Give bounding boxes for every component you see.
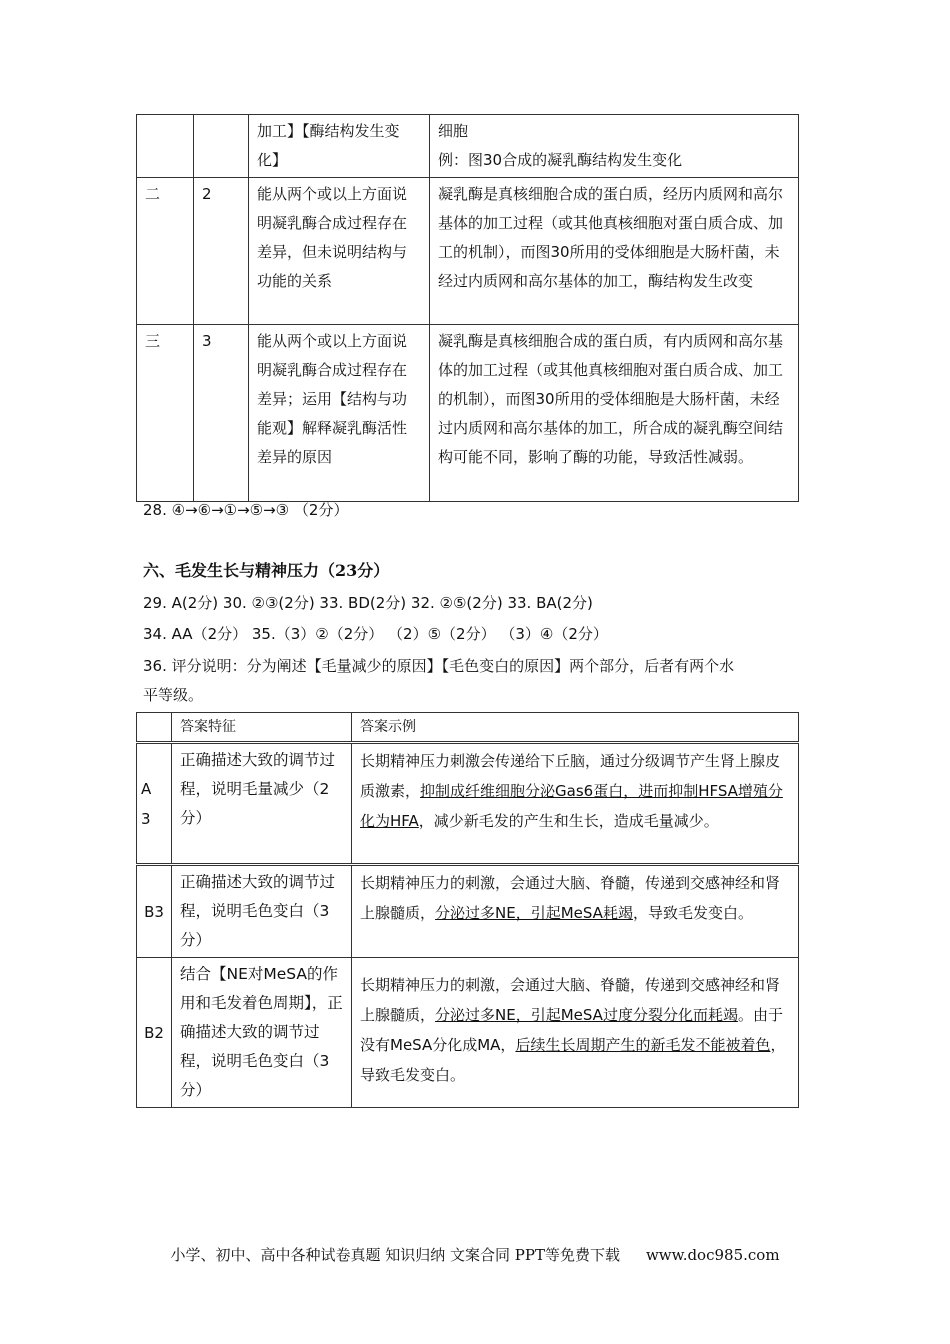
table-row (137, 958, 799, 1108)
table-header-example: 答案示例 (352, 713, 799, 743)
example-text: ，导致毛发变白。 (360, 1036, 786, 1084)
table-header-row (137, 713, 799, 743)
grading-table-27 (136, 114, 799, 502)
footer-text: 小学、初中、高中各种试卷真题 知识归纳 文案合同 PPT等免费下载 (170, 1246, 620, 1264)
feature-cell: 正确描述大致的调节过程，说明毛量减少（2分） (172, 743, 352, 865)
key-point: 分泌过多NE，引起MeSA过度分裂分化而耗竭 (435, 1006, 738, 1024)
grade-cell: B2 (137, 958, 172, 1108)
page-footer (0, 1244, 950, 1265)
answer-36-instructions-cont: 平等级。 (143, 686, 204, 704)
table-cell (430, 115, 799, 178)
example-text: ，减少新毛发的产生和生长，造成毛量减少。 (418, 812, 719, 830)
key-point: 分泌过多NE，引起MeSA耗竭 (435, 904, 633, 922)
example-text: ，导致毛发变白。 (632, 904, 753, 922)
table-cell: 加工】【酶结构发生变化】 (249, 115, 430, 178)
answers-29-33: 29. A(2分) 30. ②③(2分) 33. BD(2分) 32. ②⑤(2分) 33. BA(2分) (143, 594, 593, 612)
example-cell (352, 958, 799, 1108)
table-cell: 能从两个或以上方面说明凝乳酶合成过程存在差异；运用【结构与功能观】解释凝乳酶活性差异的原因 (249, 325, 430, 502)
answer-28: 28. ④→⑥→①→⑤→③ （2分） (143, 501, 349, 519)
table-row (137, 325, 799, 502)
example-cell (352, 865, 799, 958)
footer-site-link[interactable]: www.doc985.com (645, 1246, 780, 1264)
table-row (137, 743, 799, 865)
cell-line: 例：图30合成的凝乳酶结构发生变化 (438, 151, 683, 169)
table-row (137, 115, 799, 178)
table-cell: 凝乳酶是真核细胞合成的蛋白质，经历内质网和高尔基体的加工过程（或其他真核细胞对蛋白质合成、加工的机制），而图30所用的受体细胞是大肠杆菌，未经过内质网和高尔基体的加工，酶结构发生改变 (430, 178, 799, 325)
table-cell: 能从两个或以上方面说明凝乳酶合成过程存在差异，但未说明结构与功能的关系 (249, 178, 430, 325)
example-text: 长期精神压力的刺激，会通过大脑、脊髓，传递到交感神经和肾上腺髓质， (360, 874, 781, 922)
table-cell: 二 (137, 178, 194, 325)
example-cell (352, 743, 799, 865)
feature-cell: 正确描述大致的调节过程，说明毛色变白（3分） (172, 865, 352, 958)
table-cell: 三 (137, 325, 194, 502)
example-text: 。由于没有MeSA分化成MA， (360, 1006, 783, 1054)
table-row (137, 865, 799, 958)
table-header-feature: 答案特征 (172, 713, 352, 743)
cell-line: 细胞 (438, 122, 469, 140)
table-cell: 2 (194, 178, 249, 325)
table-cell (137, 713, 172, 743)
table-cell: 3 (194, 325, 249, 502)
grading-table-36 (136, 712, 799, 1108)
answer-36-instructions: 36. 评分说明：分为阐述【毛量减少的原因】【毛色变白的原因】两个部分，后者有两个水 (143, 657, 735, 675)
key-point: 后续生长周期产生的新毛发不能被着色 (515, 1036, 771, 1054)
example-text: 长期精神压力的刺激，会通过大脑、脊髓，传递到交感神经和肾上腺髓质， (360, 976, 781, 1024)
grade-cell: A 3 (137, 743, 172, 865)
table-row (137, 178, 799, 325)
answers-34-35: 34. AA（2分） 35.（3）②（2分） （2）⑤（2分） （3）④（2分） (143, 625, 608, 643)
grade-cell: B3 (137, 865, 172, 958)
key-point: 抑制成纤维细胞分泌Gas6蛋白，进而抑制HFSA增殖分化为HFA (360, 782, 783, 830)
example-text: 长期精神压力刺激会传递给下丘脑，通过分级调节产生肾上腺皮质激素， (360, 752, 781, 800)
section-title: 六、毛发生长与精神压力（23分） (143, 561, 390, 580)
feature-cell: 结合【NE对MeSA的作用和毛发着色周期】，正确描述大致的调节过程，说明毛色变白（3分） (172, 958, 352, 1108)
table-cell (137, 115, 194, 178)
table-cell: 凝乳酶是真核细胞合成的蛋白质，有内质网和高尔基体的加工过程（或其他真核细胞对蛋白质合成、加工的机制），而图30所用的受体细胞是大肠杆菌，未经过内质网和高尔基体的加工，所合成的凝乳酶空间结构可能不同，影响了酶的功能，导致活性减弱。 (430, 325, 799, 502)
table-cell (194, 115, 249, 178)
